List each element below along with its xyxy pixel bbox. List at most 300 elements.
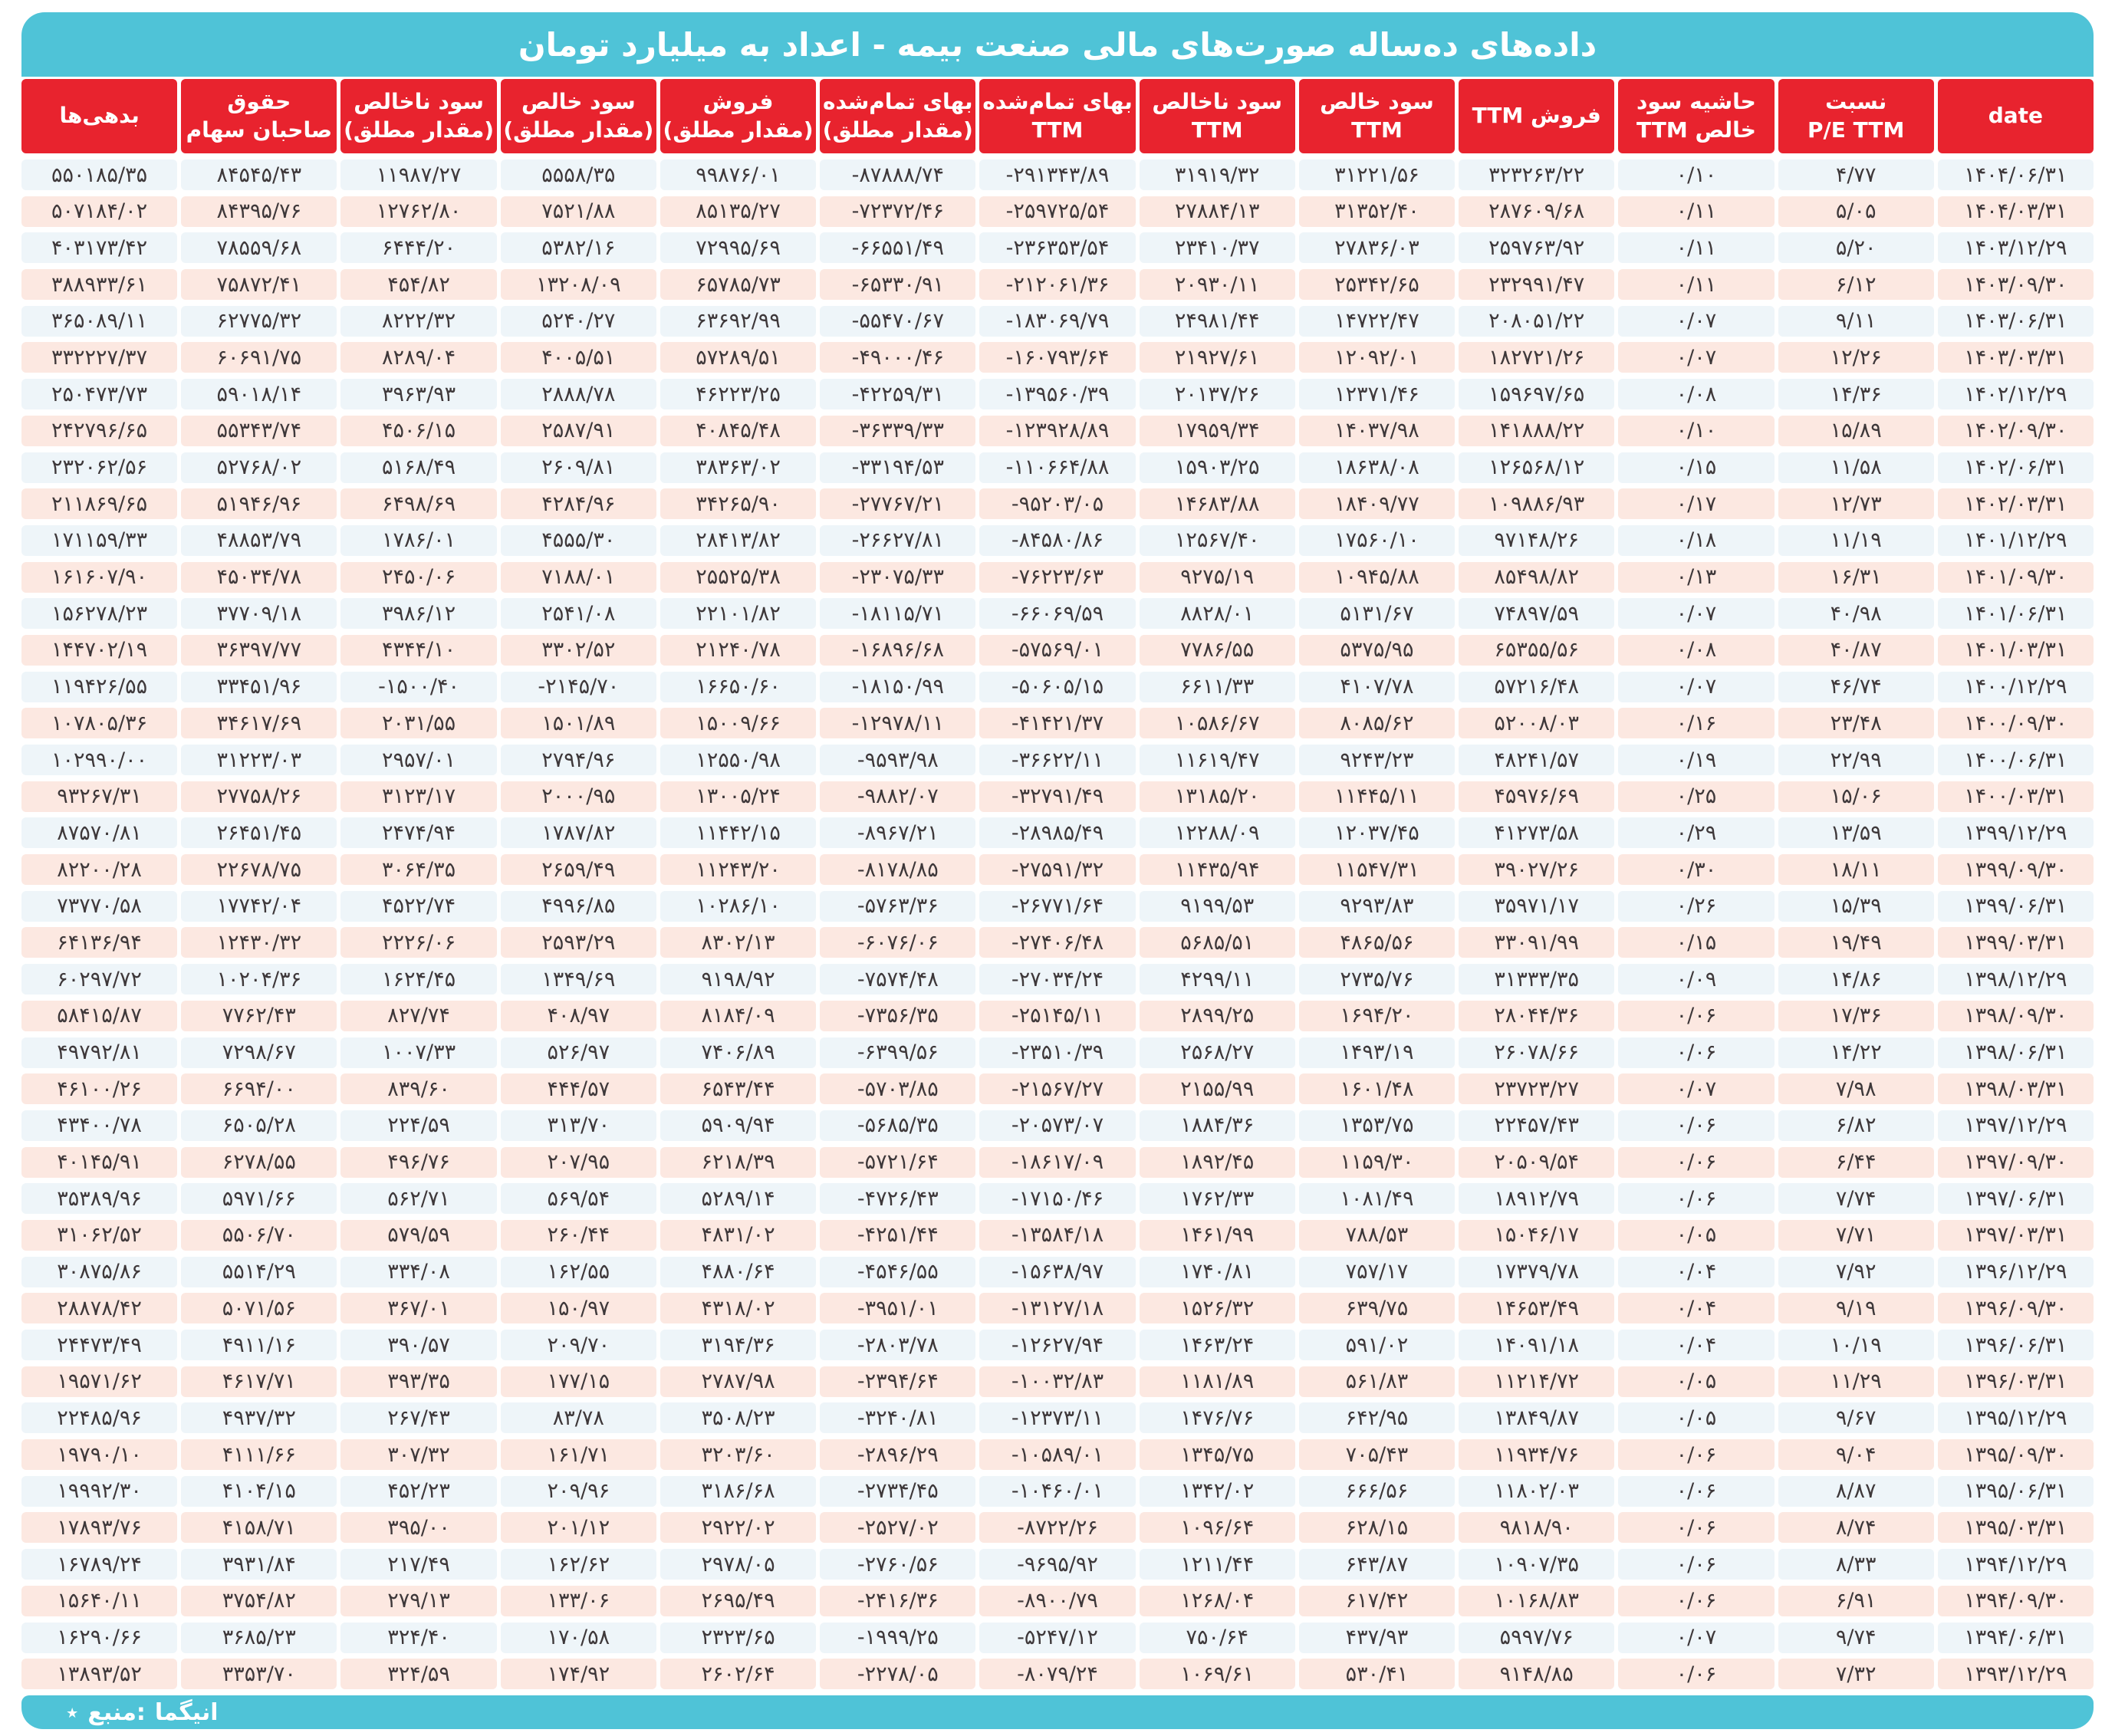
table-cell: ۸/۷۴ xyxy=(1778,1512,1934,1543)
table-cell: ۱۵۰۰۹/۶۶ xyxy=(660,708,816,738)
table-cell: ۳۸۸۹۳۳/۶۱ xyxy=(21,269,177,300)
table-cell: ۴۹۳۷/۳۲ xyxy=(181,1402,337,1433)
header-cell-pe_ttm xyxy=(1778,79,1934,153)
table-cell: ۱۳۸۹۳/۵۲ xyxy=(21,1659,177,1689)
table-cell: ۱۳۳/۰۶ xyxy=(501,1586,656,1616)
table-cell: ۱۲۵۵۰/۹۸ xyxy=(660,745,816,775)
table-cell: -۵۷۰۳/۸۵ xyxy=(820,1073,975,1104)
table-cell: ۶/۴۴ xyxy=(1778,1147,1934,1178)
table-cell: ۶۰۲۹۷/۷۲ xyxy=(21,964,177,995)
date-cell: ۱۳۹۶/۰۹/۳۰ xyxy=(1938,1293,2094,1323)
table-cell: ۰/۰۷ xyxy=(1618,306,1774,337)
table-cell: ۴۳۷/۹۳ xyxy=(1299,1623,1455,1653)
table-cell: ۲۸۸۷۸/۴۲ xyxy=(21,1293,177,1323)
table-cell: ۴۸۸۰/۶۴ xyxy=(660,1257,816,1287)
table-cell: ۷۲۹۹۵/۶۹ xyxy=(660,232,816,263)
table-cell: ۷/۷۴ xyxy=(1778,1183,1934,1214)
date-cell: ۱۴۰۰/۰۳/۳۱ xyxy=(1938,781,2094,812)
table-cell: ۳۱۰۶۲/۵۲ xyxy=(21,1220,177,1251)
table-cell: ۶۶۹۴/۰۰ xyxy=(181,1073,337,1104)
table-cell: ۱۱/۲۹ xyxy=(1778,1366,1934,1397)
table-cell: ۰/۰۷ xyxy=(1618,1073,1774,1104)
table-cell: ۰/۰۹ xyxy=(1618,964,1774,995)
table-cell: ۰/۰۴ xyxy=(1618,1257,1774,1287)
table-cell: ۱۲۳۷۱/۴۶ xyxy=(1299,379,1455,409)
table-cell: ۱۴۶۸۳/۸۸ xyxy=(1140,488,1295,519)
table-cell: -۲۳۵۱۰/۳۹ xyxy=(979,1037,1135,1068)
date-cell: ۱۳۹۵/۰۹/۳۰ xyxy=(1938,1439,2094,1470)
header-cell-equity xyxy=(181,79,337,153)
table-cell: ۵۱۳۱/۶۷ xyxy=(1299,598,1455,629)
table-cell: ۱۵۶۴۰/۱۱ xyxy=(21,1586,177,1616)
table-cell: ۷۲۹۸/۶۷ xyxy=(181,1037,337,1068)
header-label-line2: (مقدار مطلق) xyxy=(344,117,495,143)
header-cell-sales_abs xyxy=(660,79,816,153)
table-cell: ۲۵۳۴۲/۶۵ xyxy=(1299,269,1455,300)
date-cell: ۱۳۹۷/۰۳/۳۱ xyxy=(1938,1220,2094,1251)
table-cell: ۷۵۸۷۲/۴۱ xyxy=(181,269,337,300)
date-cell: ۱۴۰۰/۱۲/۲۹ xyxy=(1938,672,2094,702)
table-cell: ۸۴۵۴۵/۴۳ xyxy=(181,159,337,190)
table-cell: -۲۲۷۸/۰۵ xyxy=(820,1659,975,1689)
table-cell: ۷۵۲۱/۸۸ xyxy=(501,196,656,227)
table-cell: ۲۰۳۱/۵۵ xyxy=(340,708,496,738)
table-cell: ۱۴۴۷۰۲/۱۹ xyxy=(21,635,177,666)
table-cell: ۴۳۴۴/۱۰ xyxy=(340,635,496,666)
table-cell: ۲۱۵۵/۹۹ xyxy=(1140,1073,1295,1104)
table-cell: ۴۰۸/۹۷ xyxy=(501,1001,656,1031)
table-cell: ۷۵۰/۶۴ xyxy=(1140,1623,1295,1653)
date-cell: ۱۴۰۳/۰۶/۳۱ xyxy=(1938,306,2094,337)
table-cell: ۱۷۴۰/۸۱ xyxy=(1140,1257,1295,1287)
table-cell: ۱۷۳۷۹/۷۸ xyxy=(1459,1257,1614,1287)
table-cell: ۲۵۹۳/۲۹ xyxy=(501,927,656,958)
table-cell: -۵۰۶۰۵/۱۵ xyxy=(979,672,1135,702)
table-cell: ۴۹۹۶/۸۵ xyxy=(501,891,656,922)
table-cell: ۴۵۰۶/۱۵ xyxy=(340,416,496,446)
table-cell: ۹۱۹۹/۵۳ xyxy=(1140,891,1295,922)
table-cell: ۱۳۴۵/۷۵ xyxy=(1140,1439,1295,1470)
table-cell: ۲۸۹۹/۲۵ xyxy=(1140,1001,1295,1031)
table-cell: ۴۴۴/۵۷ xyxy=(501,1073,656,1104)
table-cell: -۴۲۵۱/۴۴ xyxy=(820,1220,975,1251)
table-cell: -۸۷۸۸۸/۷۴ xyxy=(820,159,975,190)
table-cell: -۲۷۵۹۱/۳۲ xyxy=(979,854,1135,885)
table-cell: ۳۶۸۵/۲۳ xyxy=(181,1623,337,1653)
date-cell: ۱۳۹۹/۰۳/۳۱ xyxy=(1938,927,2094,958)
table-cell: ۱۱/۱۹ xyxy=(1778,525,1934,556)
table-cell: ۲۹۵۷/۰۱ xyxy=(340,745,496,775)
table-cell: -۱۳۱۲۷/۱۸ xyxy=(979,1293,1135,1323)
table-cell: -۲۶۷۷۱/۶۴ xyxy=(979,891,1135,922)
date-cell: ۱۴۰۱/۱۲/۲۹ xyxy=(1938,525,2094,556)
table-cell: ۳۰۷/۳۲ xyxy=(340,1439,496,1470)
table-cell: ۰/۰۷ xyxy=(1618,1623,1774,1653)
date-cell: ۱۴۰۴/۰۳/۳۱ xyxy=(1938,196,2094,227)
date-cell: ۱۳۹۶/۰۳/۳۱ xyxy=(1938,1366,2094,1397)
header-label-line2: P/E TTM xyxy=(1807,117,1905,143)
header-cell-cogs_abs xyxy=(820,79,975,153)
table-cell: ۳۵۹۷۱/۱۷ xyxy=(1459,891,1614,922)
table-cell: ۱۲۶۵۶۸/۱۲ xyxy=(1459,452,1614,483)
table-cell: ۶۳۶۹۲/۹۹ xyxy=(660,306,816,337)
table-cell: ۳۹۵/۰۰ xyxy=(340,1512,496,1543)
table-cell: ۲۳۲۰۶۲/۵۶ xyxy=(21,452,177,483)
table-cell: ۲۲۴۵۷/۴۳ xyxy=(1459,1110,1614,1141)
footnote-star: ٭ xyxy=(66,1698,79,1726)
date-cell: ۱۳۹۹/۰۹/۳۰ xyxy=(1938,854,2094,885)
table-cell: ۱۷۴/۹۲ xyxy=(501,1659,656,1689)
table-cell: ۱۲۶۸/۰۴ xyxy=(1140,1586,1295,1616)
table-cell: ۱۴۰۳۷/۹۸ xyxy=(1299,416,1455,446)
table-cell: ۷۰۵/۴۳ xyxy=(1299,1439,1455,1470)
table-cell: -۳۶۶۲۲/۱۱ xyxy=(979,745,1135,775)
table-cell: ۱۴۶۱/۹۹ xyxy=(1140,1220,1295,1251)
table-cell: -۱۲۳۹۲۸/۸۹ xyxy=(979,416,1135,446)
date-cell: ۱۴۰۲/۰۳/۳۱ xyxy=(1938,488,2094,519)
table-cell: ۳۹۸۶/۱۲ xyxy=(340,598,496,629)
date-cell: ۱۴۰۲/۰۹/۳۰ xyxy=(1938,416,2094,446)
table-cell: ۸۴۳۹۵/۷۶ xyxy=(181,196,337,227)
table-cell: -۲۴۱۶/۳۶ xyxy=(820,1586,975,1616)
table-cell: ۱۶۶۵۰/۶۰ xyxy=(660,672,816,702)
table-cell: -۱۸۶۱۷/۰۹ xyxy=(979,1147,1135,1178)
table-cell: ۳۹۶۳/۹۳ xyxy=(340,379,496,409)
table-cell: ۶۲۷۸/۵۵ xyxy=(181,1147,337,1178)
table-cell: ۷۱۸۸/۰۱ xyxy=(501,562,656,593)
table-cell: -۲۱۲۰۶۱/۳۶ xyxy=(979,269,1135,300)
table-cell: ۹/۶۷ xyxy=(1778,1402,1934,1433)
footer-bar xyxy=(21,1695,2094,1729)
table-cell: ۱۱۹۴۲۶/۵۵ xyxy=(21,672,177,702)
table-cell: ۳۱۹۴/۳۶ xyxy=(660,1330,816,1360)
table-cell: -۲۱۴۵/۷۰ xyxy=(501,672,656,702)
date-cell: ۱۴۰۱/۰۹/۳۰ xyxy=(1938,562,2094,593)
table-cell: ۲۶۷/۴۳ xyxy=(340,1402,496,1433)
table-cell: -۱۷۱۵۰/۴۶ xyxy=(979,1183,1135,1214)
table-cell: ۰/۰۵ xyxy=(1618,1220,1774,1251)
table-cell: ۵۳۰/۴۱ xyxy=(1299,1659,1455,1689)
table-cell: ۱۲۱۱/۴۴ xyxy=(1140,1549,1295,1580)
table-cell: ۰/۱۱ xyxy=(1618,232,1774,263)
table-cell: ۱۱۸۱/۸۹ xyxy=(1140,1366,1295,1397)
table-cell: ۶۳۹/۷۵ xyxy=(1299,1293,1455,1323)
date-cell: ۱۳۹۶/۱۲/۲۹ xyxy=(1938,1257,2094,1287)
table-cell: ۶۵۳۵۵/۵۶ xyxy=(1459,635,1614,666)
table-cell: -۱۸۱۵۰/۹۹ xyxy=(820,672,975,702)
header-label-line1: فروش xyxy=(702,89,774,115)
table-cell: ۳۵۰۸/۲۳ xyxy=(660,1402,816,1433)
table-cell: ۴۱۱۱/۶۶ xyxy=(181,1439,337,1470)
table-cell: ۷۷۸۶/۵۵ xyxy=(1140,635,1295,666)
table-cell: ۰/۰۶ xyxy=(1618,1659,1774,1689)
date-cell: ۱۳۹۳/۱۲/۲۹ xyxy=(1938,1659,2094,1689)
table-cell: ۲۶۵۹/۴۹ xyxy=(501,854,656,885)
table-cell: ۹۳۲۶۷/۳۱ xyxy=(21,781,177,812)
table-cell: ۱۰۷۸۰۵/۳۶ xyxy=(21,708,177,738)
table-cell: -۸۷۲۲/۲۶ xyxy=(979,1512,1135,1543)
table-cell: ۰/۱۰ xyxy=(1618,416,1774,446)
table-cell: -۴۲۲۵۹/۳۱ xyxy=(820,379,975,409)
table-cell: ۱۵۰/۹۷ xyxy=(501,1293,656,1323)
table-cell: -۵۷۲۱/۶۴ xyxy=(820,1147,975,1178)
table-cell: ۰/۱۱ xyxy=(1618,269,1774,300)
table-cell: ۲۸۷۶۰۹/۶۸ xyxy=(1459,196,1614,227)
table-cell: ۹۲۴۳/۲۳ xyxy=(1299,745,1455,775)
table-cell: ۱۳۰۰۵/۲۴ xyxy=(660,781,816,812)
table-cell: -۵۷۵۶۹/۰۱ xyxy=(979,635,1135,666)
table-cell: ۲۷۸۸۴/۱۳ xyxy=(1140,196,1295,227)
table-cell: ۱۴۶۵۳/۴۹ xyxy=(1459,1293,1614,1323)
table-cell: ۴۵۴/۸۲ xyxy=(340,269,496,300)
table-cell: ۲۰۱۳۷/۲۶ xyxy=(1140,379,1295,409)
table-cell: ۶/۸۲ xyxy=(1778,1110,1934,1141)
table-cell: ۱۶۷۸۹/۲۴ xyxy=(21,1549,177,1580)
table-cell: ۱۲۵۶۷/۴۰ xyxy=(1140,525,1295,556)
table-cell: -۲۷۶۰/۵۶ xyxy=(820,1549,975,1580)
date-cell: ۱۳۹۴/۰۹/۳۰ xyxy=(1938,1586,2094,1616)
table-cell: ۵۶۱/۸۳ xyxy=(1299,1366,1455,1397)
table-cell: ۸۰۸۵/۶۲ xyxy=(1299,708,1455,738)
date-cell: ۱۳۹۵/۱۲/۲۹ xyxy=(1938,1402,2094,1433)
header-label-line1: سود خالص xyxy=(1320,89,1434,115)
table-cell: ۱۱۴۴۲/۱۵ xyxy=(660,817,816,848)
table-cell: ۲۲۴/۵۹ xyxy=(340,1110,496,1141)
table-cell: -۱۲۹۷۸/۱۱ xyxy=(820,708,975,738)
table-cell: -۷۶۲۲۳/۶۳ xyxy=(979,562,1135,593)
table-cell: ۳۴۶۱۷/۶۹ xyxy=(181,708,337,738)
table-cell: ۱۳/۵۹ xyxy=(1778,817,1934,848)
table-cell: ۱۲۰۹۲/۰۱ xyxy=(1299,342,1455,373)
table-cell: ۱۳۵۳/۷۵ xyxy=(1299,1110,1455,1141)
table-cell: ۹۷۱۴۸/۲۶ xyxy=(1459,525,1614,556)
table-cell: ۱۷۷۴۲/۰۴ xyxy=(181,891,337,922)
table-cell: ۰/۰۶ xyxy=(1618,1586,1774,1616)
header-label-line2: خالص TTM xyxy=(1636,117,1756,143)
table-cell: ۱۰۲۸۶/۱۰ xyxy=(660,891,816,922)
header-cell-gross_profit_ttm xyxy=(1140,79,1295,153)
date-cell: ۱۳۹۷/۱۲/۲۹ xyxy=(1938,1110,2094,1141)
table-cell: ۱۴۹۳/۱۹ xyxy=(1299,1037,1455,1068)
table-cell: ۶۶۶/۵۶ xyxy=(1299,1476,1455,1507)
table-cell: ۰/۱۱ xyxy=(1618,196,1774,227)
table-cell: ۱۵/۰۶ xyxy=(1778,781,1934,812)
table-cell: ۲۷۳۵/۷۶ xyxy=(1299,964,1455,995)
table-cell: ۰/۰۸ xyxy=(1618,635,1774,666)
table-cell: ۱۱۵۴۷/۳۱ xyxy=(1299,854,1455,885)
table-cell: ۳۱۳۳۳/۳۵ xyxy=(1459,964,1614,995)
header-label-line1: بدهی‌ها xyxy=(59,103,140,129)
table-cell: ۰/۱۰ xyxy=(1618,159,1774,190)
table-cell: ۰/۲۵ xyxy=(1618,781,1774,812)
table-cell: ۰/۱۷ xyxy=(1618,488,1774,519)
table-cell: ۸/۸۷ xyxy=(1778,1476,1934,1507)
table-cell: ۱۲/۲۶ xyxy=(1778,342,1934,373)
table-cell: ۸۵۴۹۸/۸۲ xyxy=(1459,562,1614,593)
table-cell: -۱۰۴۶۰/۰۱ xyxy=(979,1476,1135,1507)
table-cell: -۱۵۶۳۸/۹۷ xyxy=(979,1257,1135,1287)
table-cell: ۳۴۲۶۵/۹۰ xyxy=(660,488,816,519)
table-cell: -۱۳۵۸۴/۱۸ xyxy=(979,1220,1135,1251)
table-cell: ۶۲۸/۱۵ xyxy=(1299,1512,1455,1543)
table-cell: ۱۲۰۳۷/۴۵ xyxy=(1299,817,1455,848)
table-cell: ۱۷۶۲/۳۳ xyxy=(1140,1183,1295,1214)
table-cell: ۶۵۴۳/۴۴ xyxy=(660,1073,816,1104)
table-cell: ۲۷۹۴/۹۶ xyxy=(501,745,656,775)
table-cell: ۱۱۲۱۴/۷۲ xyxy=(1459,1366,1614,1397)
table-cell: ۴۶۱۰۰/۲۶ xyxy=(21,1073,177,1104)
table-cell: ۲۹۲۲/۰۲ xyxy=(660,1512,816,1543)
table-cell: ۲۰۱/۱۲ xyxy=(501,1512,656,1543)
header-cell-date xyxy=(1938,79,2094,153)
table-cell: ۷/۹۸ xyxy=(1778,1073,1934,1104)
table-cell: ۱۶۲۹۰/۶۶ xyxy=(21,1623,177,1653)
table-cell: -۶۶۵۵۱/۴۹ xyxy=(820,232,975,263)
table-cell: ۲۳/۴۸ xyxy=(1778,708,1934,738)
table-cell: ۲۷۹/۱۳ xyxy=(340,1586,496,1616)
header-cell-net_profit_abs xyxy=(501,79,656,153)
table-cell: ۶۲۷۷۵/۳۲ xyxy=(181,306,337,337)
table-cell: ۷۳۷۷۰/۵۸ xyxy=(21,891,177,922)
table-cell: ۴۸۶۵/۵۶ xyxy=(1299,927,1455,958)
date-cell: ۱۴۰۱/۰۳/۳۱ xyxy=(1938,635,2094,666)
table-cell: ۸۳۰۲/۱۳ xyxy=(660,927,816,958)
table-cell: ۱۲/۷۳ xyxy=(1778,488,1934,519)
table-cell: ۰/۰۶ xyxy=(1618,1512,1774,1543)
table-cell: ۱۳۴۹/۶۹ xyxy=(501,964,656,995)
table-cell: ۰/۰۵ xyxy=(1618,1402,1774,1433)
table-cell: ۱۴/۲۲ xyxy=(1778,1037,1934,1068)
table-cell: ۱۶۲/۶۲ xyxy=(501,1549,656,1580)
table-cell: ۵۶۲/۷۱ xyxy=(340,1183,496,1214)
date-cell: ۱۳۹۷/۰۶/۳۱ xyxy=(1938,1183,2094,1214)
table-cell: ۵۱۹۴۶/۹۶ xyxy=(181,488,337,519)
table-cell: ۱۵/۳۹ xyxy=(1778,891,1934,922)
table-cell: ۱۹/۴۹ xyxy=(1778,927,1934,958)
header-cell-net_profit_ttm xyxy=(1299,79,1455,153)
header-label-line1: بهای تمام‌شده xyxy=(982,89,1133,115)
table-cell: ۴۰/۹۸ xyxy=(1778,598,1934,629)
table-cell: ۵۲۴۰/۲۷ xyxy=(501,306,656,337)
table-cell: -۳۹۵۱/۰۱ xyxy=(820,1293,975,1323)
table-cell: -۸۹۶۷/۲۱ xyxy=(820,817,975,848)
table-cell: ۶۴۴۴/۲۰ xyxy=(340,232,496,263)
date-cell: ۱۴۰۲/۱۲/۲۹ xyxy=(1938,379,2094,409)
table-cell: ۰/۰۶ xyxy=(1618,1037,1774,1068)
table-cell: -۲۸۹۸۵/۴۹ xyxy=(979,817,1135,848)
table-cell: ۹/۷۴ xyxy=(1778,1623,1934,1653)
table-cell: ۱۰۸۱/۴۹ xyxy=(1299,1183,1455,1214)
table-cell: ۲۴۹۸۱/۴۴ xyxy=(1140,306,1295,337)
table-cell: ۴۵۲۲/۷۴ xyxy=(340,891,496,922)
table-cell: ۵۲۶/۹۷ xyxy=(501,1037,656,1068)
table-cell: ۹/۱۹ xyxy=(1778,1293,1934,1323)
table-cell: ۱۴۱۸۸۸/۲۲ xyxy=(1459,416,1614,446)
table-cell: -۹۸۸۲/۰۷ xyxy=(820,781,975,812)
table-cell: ۴۲۹۹/۱۱ xyxy=(1140,964,1295,995)
table-cell: ۳۳۲۲۲۷/۳۷ xyxy=(21,342,177,373)
table-cell: ۴۱۵۸/۷۱ xyxy=(181,1512,337,1543)
table-cell: ۲۴۷۴/۹۴ xyxy=(340,817,496,848)
table-cell: ۲۵۴۱/۰۸ xyxy=(501,598,656,629)
table-cell: ۶۴۱۳۶/۹۴ xyxy=(21,927,177,958)
date-cell: ۱۳۹۸/۰۹/۳۰ xyxy=(1938,1001,2094,1031)
table-cell: -۴۷۲۶/۴۳ xyxy=(820,1183,975,1214)
table-cell: ۰/۰۸ xyxy=(1618,379,1774,409)
table-cell: ۸۲۲۰۰/۲۸ xyxy=(21,854,177,885)
table-cell: ۱۸۲۷۲۱/۲۶ xyxy=(1459,342,1614,373)
table-cell: ۳۵۳۸۹/۹۶ xyxy=(21,1183,177,1214)
table-cell: ۳۱۸۶/۶۸ xyxy=(660,1476,816,1507)
table-cell: ۰/۰۶ xyxy=(1618,1476,1774,1507)
table-cell: ۱۴۶۳/۲۴ xyxy=(1140,1330,1295,1360)
header-label-line1: سود ناخالص xyxy=(354,89,484,115)
table-cell: ۳۳۰۲/۵۲ xyxy=(501,635,656,666)
date-cell: ۱۳۹۷/۰۹/۳۰ xyxy=(1938,1147,2094,1178)
table-cell: -۱۶۰۷۹۳/۶۴ xyxy=(979,342,1135,373)
table-cell: ۱۰۹۰۷/۳۵ xyxy=(1459,1549,1614,1580)
table-cell: ۰/۰۷ xyxy=(1618,598,1774,629)
date-cell: ۱۴۰۰/۰۶/۳۱ xyxy=(1938,745,2094,775)
table-cell: ۱۴۷۶/۷۶ xyxy=(1140,1402,1295,1433)
table-cell: -۱۲۶۲۷/۹۴ xyxy=(979,1330,1135,1360)
table-cell: ۲۶۰۹/۸۱ xyxy=(501,452,656,483)
table-cell: ۰/۰۵ xyxy=(1618,1366,1774,1397)
table-cell: ۱۷۸۹۳/۷۶ xyxy=(21,1512,177,1543)
table-cell: ۱۴/۳۶ xyxy=(1778,379,1934,409)
table-cell: -۸۰۷۹/۲۴ xyxy=(979,1659,1135,1689)
table-cell: ۰/۱۹ xyxy=(1618,745,1774,775)
table-cell: ۱۵/۸۹ xyxy=(1778,416,1934,446)
table-cell: ۱۳۲۰۸/۰۹ xyxy=(501,269,656,300)
table-cell: ۱۱۹۳۴/۷۶ xyxy=(1459,1439,1614,1470)
table-cell: ۰/۰۶ xyxy=(1618,1110,1774,1141)
table-cell: ۰/۰۷ xyxy=(1618,672,1774,702)
table-cell: ۴۶۱۷/۷۱ xyxy=(181,1366,337,1397)
table-cell: ۳۱۳۵۲/۴۰ xyxy=(1299,196,1455,227)
table-cell: ۱۷۷/۱۵ xyxy=(501,1366,656,1397)
table-cell: ۴۶/۷۴ xyxy=(1778,672,1934,702)
header-cell-liabilities xyxy=(21,79,177,153)
table-cell: -۵۲۴۷/۱۲ xyxy=(979,1623,1135,1653)
table-cell: ۴۵۰۳۴/۷۸ xyxy=(181,562,337,593)
table-cell: ۵/۰۵ xyxy=(1778,196,1934,227)
table-cell: ۱۵۰۱/۸۹ xyxy=(501,708,656,738)
table-cell: ۵۹۰۹/۹۴ xyxy=(660,1110,816,1141)
table-cell: ۲۵۸۷/۹۱ xyxy=(501,416,656,446)
table-cell: -۶۳۹۹/۵۶ xyxy=(820,1037,975,1068)
table-cell: ۵۲۸۹/۱۴ xyxy=(660,1183,816,1214)
table-cell: ۵۷۲۱۶/۴۸ xyxy=(1459,672,1614,702)
table-cell: ۴۰۸۴۵/۴۸ xyxy=(660,416,816,446)
table-cell: ۸/۳۳ xyxy=(1778,1549,1934,1580)
table-cell: ۱۸۸۴/۳۶ xyxy=(1140,1110,1295,1141)
table-cell: ۱۴۰۹۱/۱۸ xyxy=(1459,1330,1614,1360)
table-cell: ۱۶/۳۱ xyxy=(1778,562,1934,593)
table-cell: ۴۶۲۲۳/۲۵ xyxy=(660,379,816,409)
table-cell: ۹۱۴۸/۸۵ xyxy=(1459,1659,1614,1689)
table-cell: ۳۶۵۰۸۹/۱۱ xyxy=(21,306,177,337)
table-cell: ۳۲۳۲۶۳/۲۲ xyxy=(1459,159,1614,190)
table-cell: ۵۰۷۱۸۴/۰۲ xyxy=(21,196,177,227)
table-cell: -۹۵۲۰۳/۰۵ xyxy=(979,488,1135,519)
table-cell: ۲۰۷/۹۵ xyxy=(501,1147,656,1178)
table-cell: ۴۸۳۱/۰۲ xyxy=(660,1220,816,1251)
table-cell: -۷۲۳۷۲/۴۶ xyxy=(820,196,975,227)
table-cell: ۰/۲۹ xyxy=(1618,817,1774,848)
table-cell: ۰/۰۶ xyxy=(1618,1439,1774,1470)
table-cell: ۱۷۸۶/۰۱ xyxy=(340,525,496,556)
